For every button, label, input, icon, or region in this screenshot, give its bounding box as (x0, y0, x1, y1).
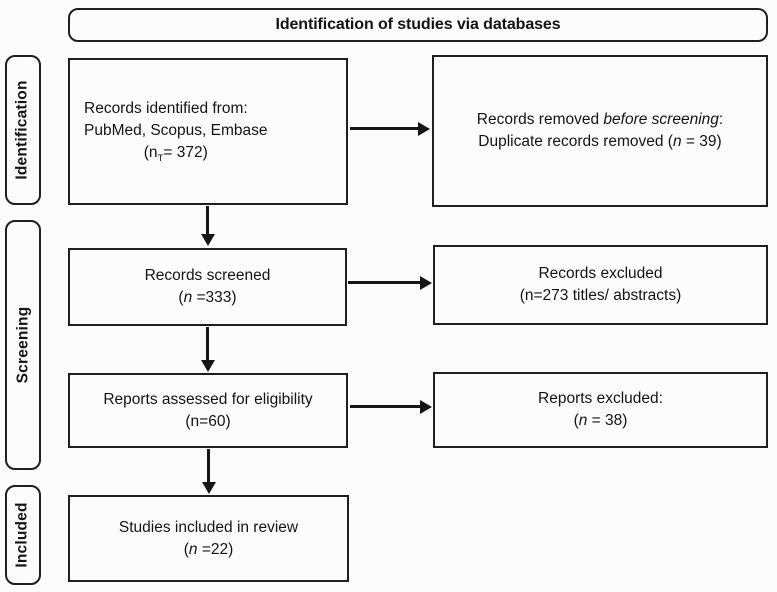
records-excluded-text (520, 263, 682, 307)
records-excluded-line1: Records excluded (538, 265, 663, 282)
reports-assessed-line1: Reports assessed for eligibility (103, 390, 313, 408)
studies-included-count: (n =22) (183, 540, 234, 558)
arrowhead-right-icon (420, 276, 432, 290)
arrow-assessed-to-included (207, 449, 210, 482)
records-screened-text (145, 265, 271, 309)
box-records-identified (68, 58, 348, 205)
records-excluded-line2: (n=273 titles/ abstracts) (519, 287, 682, 304)
arrow-assessed-to-reports-excluded (350, 405, 420, 408)
arrowhead-down-icon (201, 360, 215, 372)
records-identified-line2: PubMed, Scopus, Embase (84, 121, 268, 139)
arrow-screened-to-excluded (348, 281, 420, 284)
arrow-identified-to-removed (350, 127, 418, 130)
box-studies-included (68, 495, 349, 582)
stage-identification-label: Identification (14, 80, 31, 180)
stage-screening-label: Screening (14, 306, 31, 384)
arrow-screened-to-assessed (206, 327, 209, 360)
box-records-removed (432, 55, 768, 207)
records-identified-text (84, 98, 268, 166)
stage-screening (5, 220, 41, 470)
stage-identification (5, 55, 41, 205)
stage-included (5, 485, 41, 585)
records-removed-line2: Duplicate records removed (n = 39) (478, 133, 722, 150)
box-records-screened (68, 248, 347, 326)
studies-included-text (119, 517, 298, 561)
arrow-identified-to-screened (206, 206, 209, 234)
records-removed-text (477, 109, 723, 153)
arrowhead-right-icon (418, 122, 430, 136)
stage-included-label: Included (14, 502, 32, 568)
records-identified-count: $(n_T= 372)$ (143, 143, 208, 164)
reports-assessed-text (103, 389, 312, 433)
records-screened-line1: Records screened (144, 267, 271, 284)
box-reports-excluded (433, 372, 768, 448)
reports-excluded-count: (n = 38) (573, 412, 628, 429)
reports-excluded-line1: Reports excluded: (538, 390, 663, 407)
arrowhead-right-icon (420, 400, 432, 414)
records-identified-line1: Records identified from: (84, 99, 248, 117)
reports-excluded-text (538, 388, 663, 432)
box-records-excluded (433, 245, 768, 325)
records-screened-count: (n =333) (178, 289, 237, 306)
box-reports-assessed (68, 373, 348, 448)
arrowhead-down-icon (201, 234, 215, 246)
title-box (68, 8, 768, 42)
arrowhead-down-icon (202, 482, 216, 494)
page-title: Identification of studies via databases (275, 15, 561, 33)
studies-included-line1: Studies included in review (118, 518, 299, 536)
records-removed-line1: Records removed before screening: (476, 111, 724, 128)
reports-assessed-line2: (n=60) (185, 412, 231, 430)
